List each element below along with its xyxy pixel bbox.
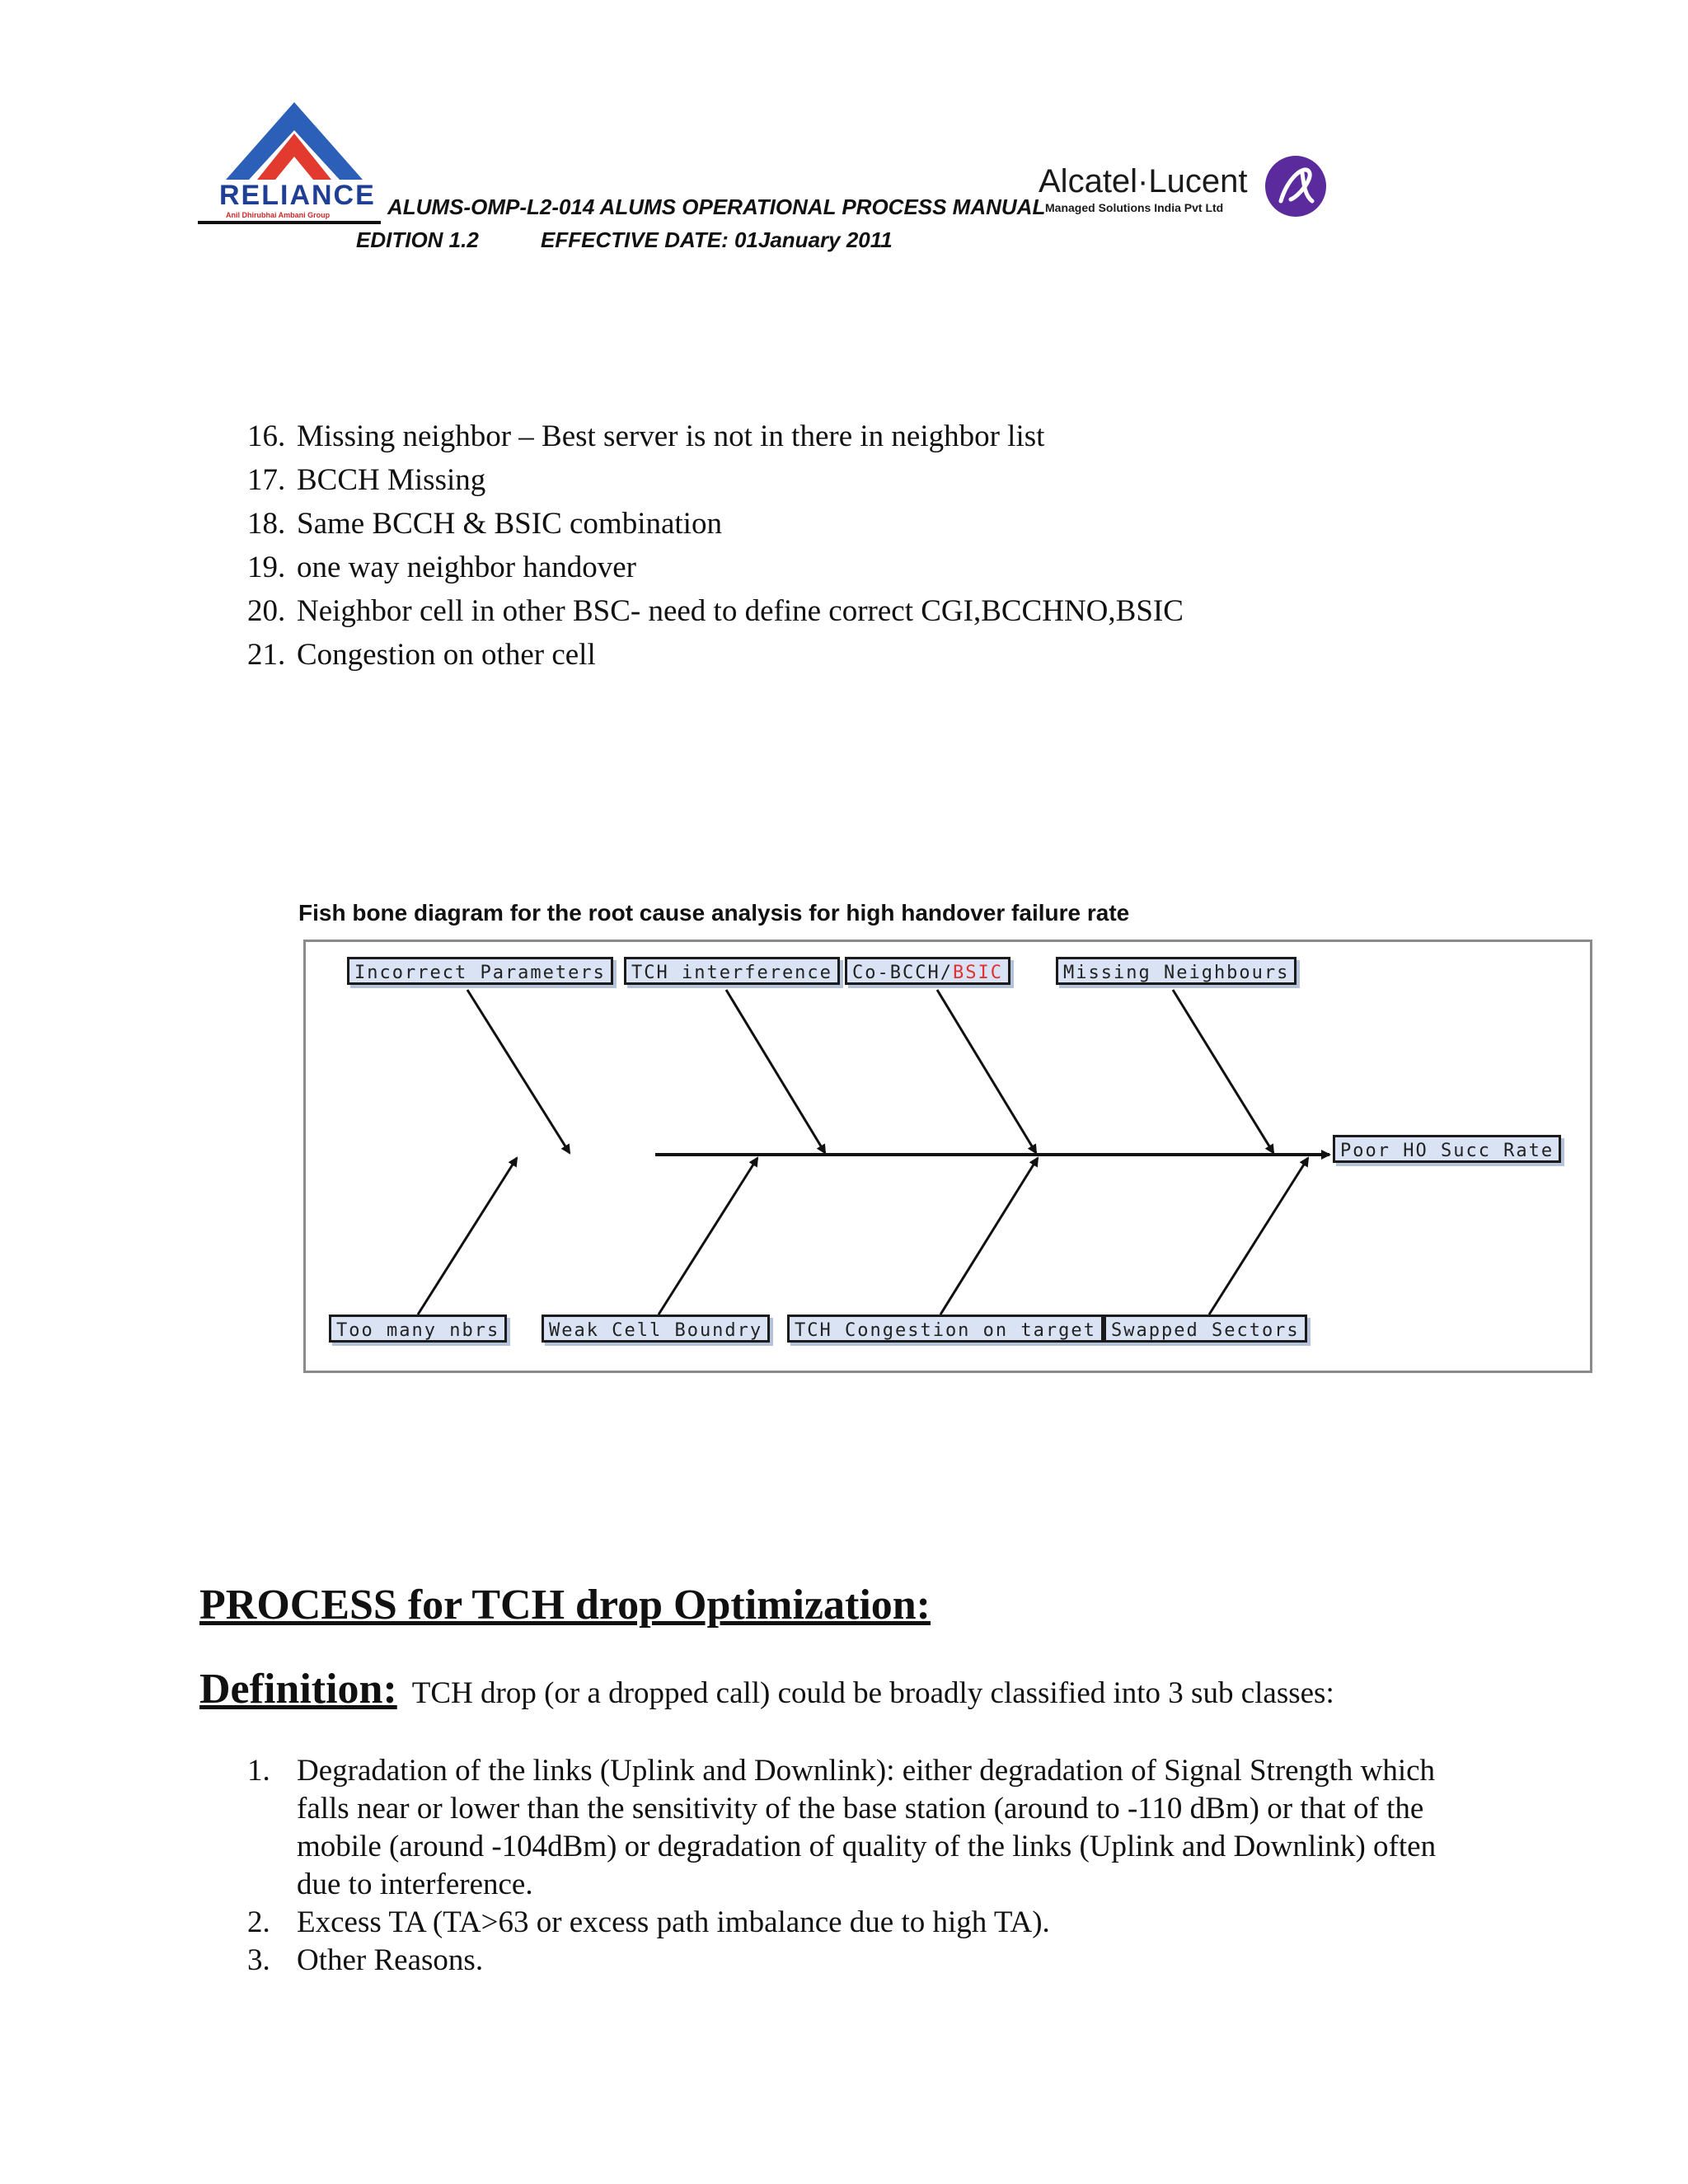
- cause-weak-cell-boundry: Weak Cell Boundry: [542, 1315, 770, 1343]
- cause-co-bcch-bsic: [845, 957, 1010, 985]
- list-item: 18. Same BCCH & BSIC combination: [247, 507, 722, 541]
- reliance-logo: [216, 97, 376, 221]
- alcatel-logo: [1263, 153, 1329, 219]
- list-item: 3. Other Reasons.: [247, 1943, 484, 1977]
- reliance-name: RELIANCE: [219, 180, 376, 211]
- list-item: 20. Neighbor cell in other BSC- need to define correct CGI,BCCHNO,BSIC: [247, 594, 1184, 628]
- cause-missing-neighbours: Missing Neighbours: [1056, 957, 1296, 985]
- cause-tch-interference: TCH interference: [624, 957, 840, 985]
- alcatel-sub: Managed Solutions India Pvt Ltd: [1045, 201, 1224, 214]
- cause-co-bcch: Co-BCCH/: [852, 963, 953, 983]
- reliance-logo-icon: [216, 97, 373, 188]
- rib-missing-neighbours: [1173, 990, 1273, 1153]
- cause-swapped-sectors: Swapped Sectors: [1104, 1315, 1307, 1343]
- rib-incorrect-parameters: [467, 990, 570, 1153]
- alcatel-name: Alcatel·Lucent: [1039, 163, 1248, 199]
- list-item: 16. Missing neighbor – Best server is not in there in neighbor list: [247, 419, 1045, 453]
- manual-title: ALUMS-OMP-L2-014 ALUMS OPERATIONAL PROCESS MANUAL: [387, 194, 1046, 219]
- tch-drop-classes-list: [247, 1752, 1484, 1980]
- cause-tch-congestion-on-target: TCH Congestion on target: [787, 1315, 1104, 1343]
- effect-poor-ho-succ-rate: Poor HO Succ Rate: [1333, 1135, 1561, 1163]
- cause-bsic-red: BSIC: [952, 963, 1003, 983]
- rib-weak-cell-boundry: [659, 1158, 757, 1315]
- list-item: 19. one way neighbor handover: [247, 551, 637, 584]
- neighbor-issue-list: [247, 415, 1184, 677]
- list-item: 17. BCCH Missing: [247, 463, 486, 497]
- rib-swapped-sectors: [1209, 1158, 1308, 1315]
- rib-tch-congestion: [940, 1158, 1038, 1315]
- rib-tch-interference: [726, 990, 825, 1153]
- cause-too-many-nbrs: Too many nbrs: [329, 1315, 507, 1343]
- definition-text: TCH drop (or a dropped call) could be broadly classified into 3 sub classes:: [411, 1676, 1334, 1710]
- fishbone-caption: Fish bone diagram for the root cause analysis for high handover failure rate: [298, 900, 1130, 926]
- alcatel-swirl-icon: [1263, 153, 1329, 219]
- header-rule: [198, 221, 381, 224]
- rib-too-many-nbrs: [418, 1158, 517, 1315]
- effective-date: EFFECTIVE DATE: 01January 2011: [541, 227, 893, 252]
- reliance-group: Anil Dhirubhai Ambani Group: [226, 211, 331, 219]
- list-item: 21. Congestion on other cell: [247, 638, 596, 672]
- list-item: 2. Excess TA (TA>63 or excess path imbalance due to high TA).: [247, 1905, 1050, 1939]
- fishbone-diagram: [303, 940, 1592, 1373]
- rib-co-bcch: [937, 990, 1036, 1153]
- cause-incorrect-parameters: Incorrect Parameters: [347, 957, 613, 985]
- definition: [199, 1665, 1617, 1713]
- section-title: PROCESS for TCH drop Optimization:: [199, 1582, 931, 1629]
- definition-label: Definition:: [199, 1666, 397, 1713]
- edition: EDITION 1.2: [356, 227, 479, 252]
- list-item: 1. Degradation of the links (Uplink and Downlink): either degradation of Signal Strength which falls near or lower than the sensitivity of the base station (around to -110 dBm) or that of the mobile (around -104dBm) or degradation of quality of the links (Uplink and Downlink) often due to interference.: [247, 1754, 1437, 1901]
